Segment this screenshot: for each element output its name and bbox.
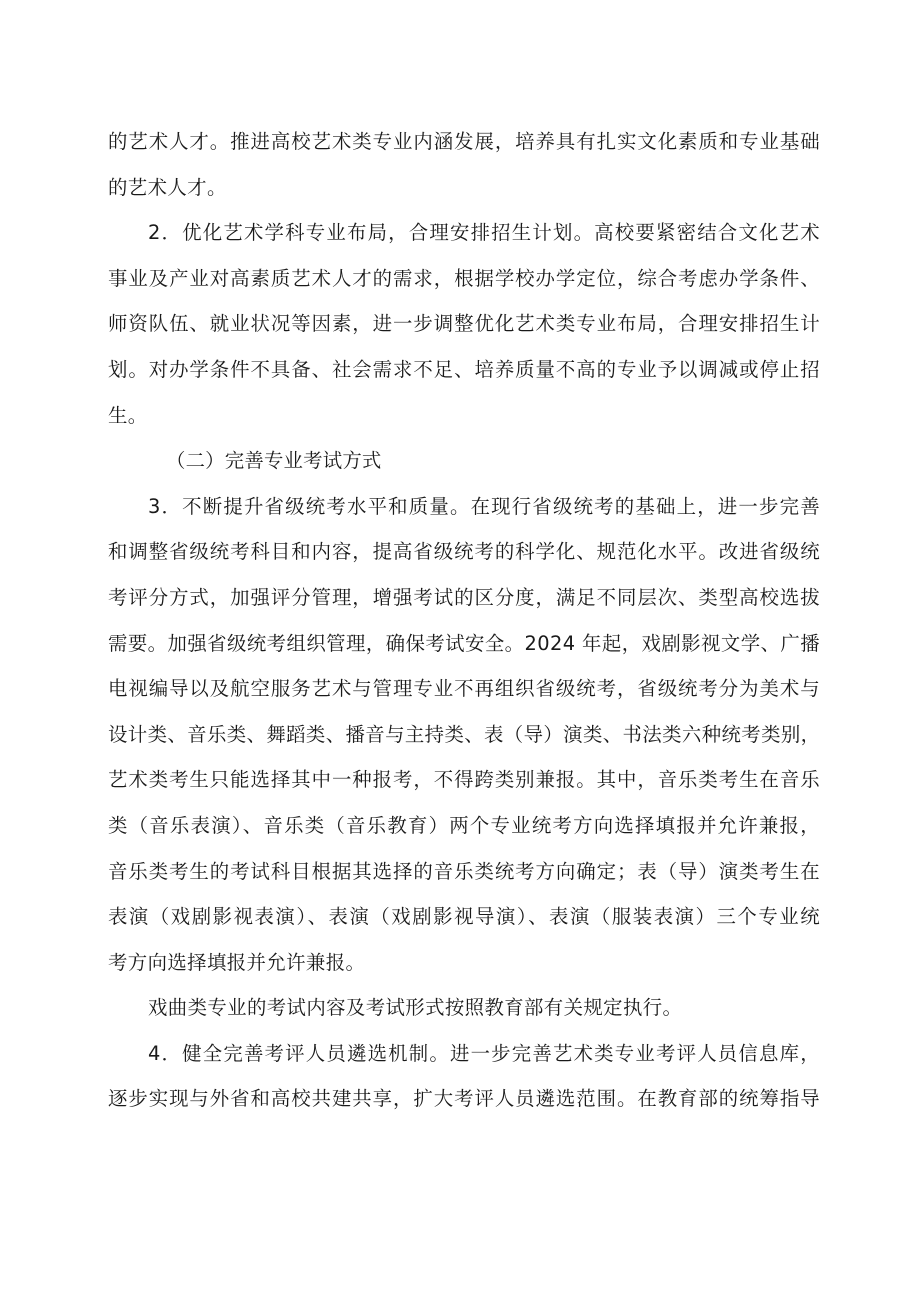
paragraph-line: 生。: [108, 403, 148, 427]
paragraph-line: 2．优化艺术学科专业布局，合理安排招生计划。高校要紧密结合文化艺术: [148, 221, 820, 245]
paragraph-line: 的艺术人才。: [108, 175, 227, 199]
paragraph-line: 师资队伍、就业状况等因素，进一步调整优化艺术类专业布局，合理安排招生计: [108, 312, 820, 336]
paragraph-line: 需要。加强省级统考组织管理，确保考试安全。2024 年起，戏剧影视文学、广播: [108, 631, 820, 655]
paragraph-line: 逐步实现与外省和高校共建共享，扩大考评人员遴选范围。在教育部的统筹指导: [108, 1087, 820, 1111]
paragraph-line: 类（音乐表演）、音乐类（音乐教育）两个专业统考方向选择填报并允许兼报，: [108, 813, 820, 837]
paragraph-line: 表演（戏剧影视表演）、表演（戏剧影视导演）、表演（服装表演）三个专业统: [108, 905, 820, 929]
paragraph-line: 艺术类考生只能选择其中一种报考，不得跨类别兼报。其中，音乐类考生在音乐: [108, 768, 820, 792]
section-heading: （二）完善专业考试方式: [166, 449, 382, 473]
paragraph-line: 考方向选择填报并允许兼报。: [108, 950, 366, 974]
paragraph-line: 事业及产业对高素质艺术人才的需求，根据学校办学定位，综合考虑办学条件、: [108, 266, 820, 290]
paragraph-line: 考评分方式，加强评分管理，增强考试的区分度，满足不同层次、类型高校选拔: [108, 585, 820, 609]
paragraph-line: 划。对办学条件不具备、社会需求不足、培养质量不高的专业予以调减或停止招: [108, 357, 820, 381]
body-text: [108, 119, 820, 1122]
paragraph-line: 4．健全完善考评人员遴选机制。进一步完善艺术类专业考评人员信息库，: [148, 1041, 820, 1065]
paragraph-line: 和调整省级统考科目和内容，提高省级统考的科学化、规范化水平。改进省级统: [108, 540, 820, 564]
paragraph-line: 3．不断提升省级统考水平和质量。在现行省级统考的基础上，进一步完善: [148, 494, 820, 518]
paragraph-line: 音乐类考生的考试科目根据其选择的音乐类统考方向确定；表（导）演类考生在: [108, 859, 820, 883]
paragraph-line: 设计类、音乐类、舞蹈类、播音与主持类、表（导）演类、书法类六种统考类别，: [108, 722, 821, 746]
paragraph-line: 的艺术人才。推进高校艺术类专业内涵发展，培养具有扎实文化素质和专业基础: [108, 130, 820, 153]
paragraph-line: 电视编导以及航空服务艺术与管理专业不再组织省级统考，省级统考分为美术与: [108, 677, 820, 701]
paragraph-line: 戏曲类专业的考试内容及考试形式按照教育部有关规定执行。: [148, 996, 683, 1020]
